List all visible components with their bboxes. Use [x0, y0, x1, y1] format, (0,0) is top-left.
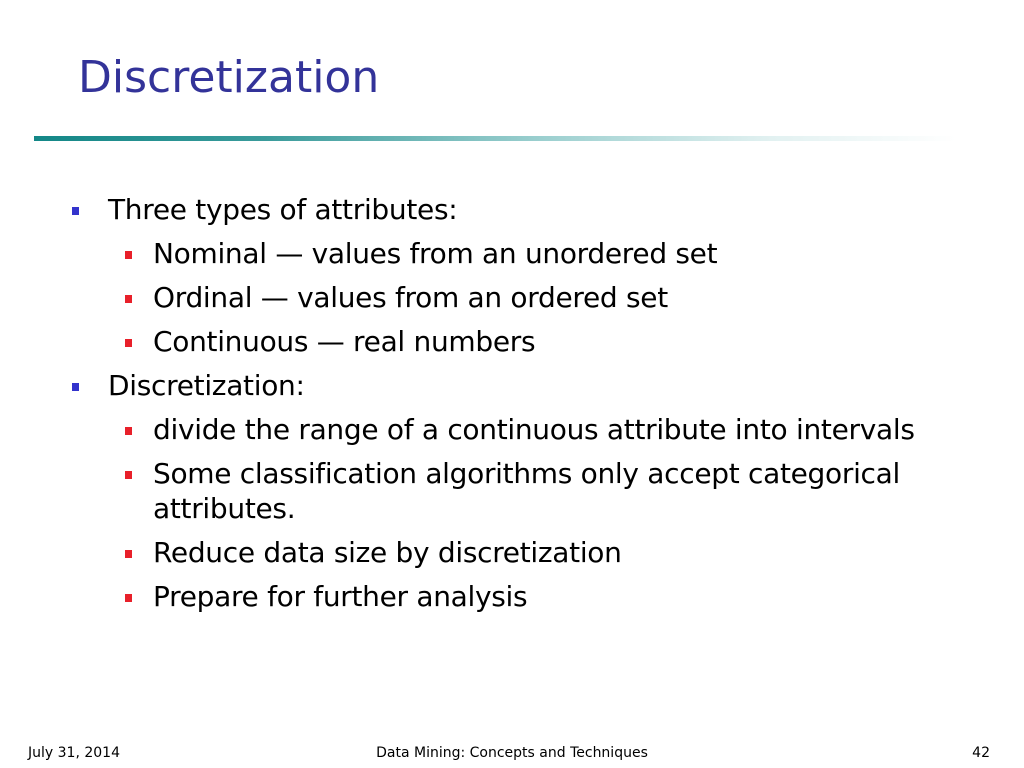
footer-date: July 31, 2014 [28, 745, 120, 761]
title-underline-rule [34, 136, 956, 141]
square-bullet-icon [72, 383, 79, 391]
bullet-level2 [70, 579, 980, 614]
bullet-level2 [70, 456, 980, 526]
square-bullet-icon [125, 471, 132, 479]
page-number: 42 [972, 745, 990, 761]
bullet-level2 [70, 236, 980, 271]
bullet-text: Some classification algorithms only accept categorical attributes. [153, 457, 900, 525]
square-bullet-icon [125, 550, 132, 558]
square-bullet-icon [72, 207, 79, 215]
bullet-text: Discretization: [108, 369, 305, 402]
square-bullet-icon [125, 251, 132, 259]
bullet-text: Nominal — values from an unordered set [153, 237, 718, 270]
bullet-text: Reduce data size by discretization [153, 536, 622, 569]
square-bullet-icon [125, 295, 132, 303]
bullet-level1 [70, 192, 980, 227]
square-bullet-icon [125, 339, 132, 347]
bullet-text: Prepare for further analysis [153, 580, 528, 613]
footer-title: Data Mining: Concepts and Techniques [376, 745, 648, 761]
square-bullet-icon [125, 594, 132, 602]
bullet-level2 [70, 535, 980, 570]
bullet-level2 [70, 324, 980, 359]
bullet-text: Three types of attributes: [108, 193, 458, 226]
bullet-text: Ordinal — values from an ordered set [153, 281, 668, 314]
bullet-text: Continuous — real numbers [153, 325, 536, 358]
square-bullet-icon [125, 427, 132, 435]
bullet-text: divide the range of a continuous attribute into intervals [153, 413, 915, 446]
bullet-level2 [70, 280, 980, 315]
slide-title: Discretization [78, 52, 380, 103]
bullet-level1 [70, 368, 980, 403]
slide-content [70, 192, 980, 623]
bullet-level2 [70, 412, 980, 447]
